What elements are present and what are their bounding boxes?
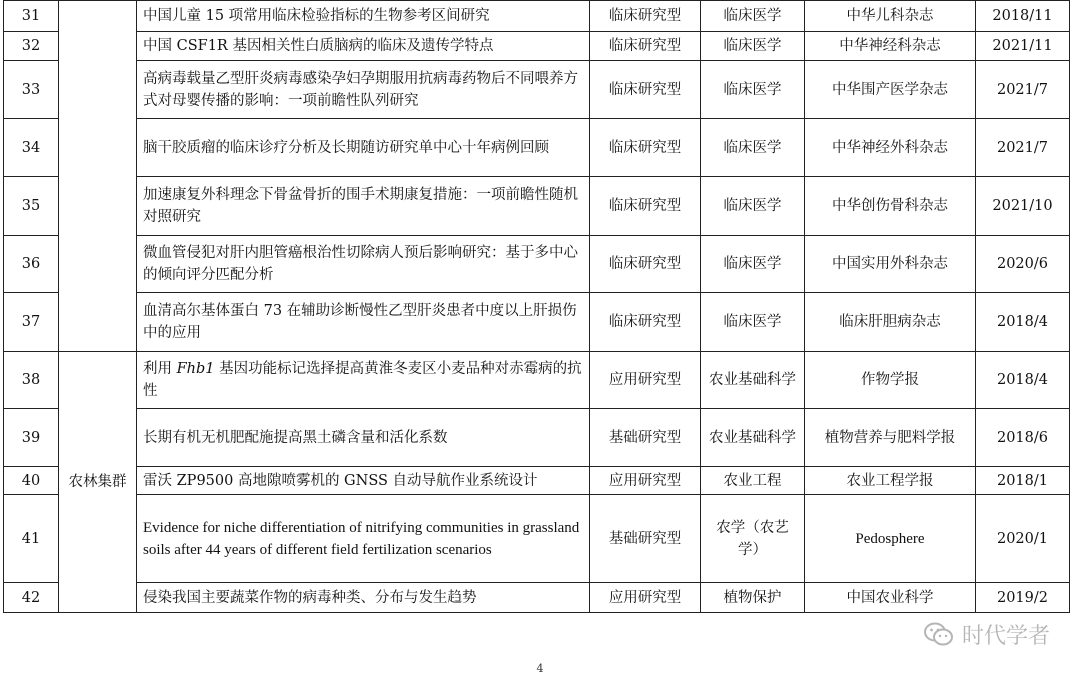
research-type: 临床研究型 bbox=[590, 293, 701, 352]
paper-title: 脑干胶质瘤的临床诊疗分析及长期随访研究单中心十年病例回顾 bbox=[137, 119, 590, 177]
journal: 中国农业科学 bbox=[805, 583, 976, 613]
journal: 中华神经外科杂志 bbox=[805, 119, 976, 177]
journal: 中华创伤骨科杂志 bbox=[805, 177, 976, 236]
row-number: 39 bbox=[4, 409, 59, 467]
publish-date: 2019/2 bbox=[976, 583, 1070, 613]
discipline: 农业基础科学 bbox=[701, 352, 805, 409]
watermark bbox=[924, 619, 1050, 650]
cluster-cell-medical bbox=[59, 1, 137, 352]
table-row bbox=[4, 61, 1070, 119]
wechat-icon bbox=[924, 622, 954, 648]
papers-table bbox=[3, 0, 1070, 613]
research-type: 应用研究型 bbox=[590, 467, 701, 495]
discipline: 临床医学 bbox=[701, 61, 805, 119]
table-row bbox=[4, 293, 1070, 352]
publish-date: 2021/10 bbox=[976, 177, 1070, 236]
journal: 植物营养与肥料学报 bbox=[805, 409, 976, 467]
journal: 中华儿科杂志 bbox=[805, 1, 976, 32]
journal: 作物学报 bbox=[805, 352, 976, 409]
publish-date: 2018/1 bbox=[976, 467, 1070, 495]
paper-title: 高病毒载量乙型肝炎病毒感染孕妇孕期服用抗病毒药物后不同喂养方式对母婴传播的影响：一项前瞻性队列研究 bbox=[137, 61, 590, 119]
row-number: 38 bbox=[4, 352, 59, 409]
table-row bbox=[4, 119, 1070, 177]
publish-date: 2021/7 bbox=[976, 61, 1070, 119]
publish-date: 2018/11 bbox=[976, 1, 1070, 32]
row-number: 33 bbox=[4, 61, 59, 119]
row-number: 37 bbox=[4, 293, 59, 352]
table-row bbox=[4, 177, 1070, 236]
row-number: 36 bbox=[4, 236, 59, 293]
discipline: 农业工程 bbox=[701, 467, 805, 495]
publish-date: 2021/7 bbox=[976, 119, 1070, 177]
journal: Pedosphere bbox=[805, 495, 976, 583]
publish-date: 2021/11 bbox=[976, 32, 1070, 61]
row-number: 40 bbox=[4, 467, 59, 495]
paper-title: 中国 CSF1R 基因相关性白质脑病的临床及遗传学特点 bbox=[137, 32, 590, 61]
table-row bbox=[4, 32, 1070, 61]
table-row bbox=[4, 495, 1070, 583]
publish-date: 2018/4 bbox=[976, 293, 1070, 352]
row-number: 42 bbox=[4, 583, 59, 613]
paper-title: 侵染我国主要蔬菜作物的病毒种类、分布与发生趋势 bbox=[137, 583, 590, 613]
discipline: 临床医学 bbox=[701, 236, 805, 293]
publish-date: 2020/1 bbox=[976, 495, 1070, 583]
table-row bbox=[4, 583, 1070, 613]
journal: 中国实用外科杂志 bbox=[805, 236, 976, 293]
research-type: 基础研究型 bbox=[590, 409, 701, 467]
discipline: 临床医学 bbox=[701, 119, 805, 177]
research-type: 临床研究型 bbox=[590, 1, 701, 32]
gene-name: Fhb1 bbox=[176, 361, 215, 377]
table-row bbox=[4, 409, 1070, 467]
paper-title: 长期有机无机肥配施提高黑土磷含量和活化系数 bbox=[137, 409, 590, 467]
paper-title: 利用 Fhb1 基因功能标记选择提高黄淮冬麦区小麦品种对赤霉病的抗性 bbox=[137, 352, 590, 409]
table-row bbox=[4, 1, 1070, 32]
row-number: 35 bbox=[4, 177, 59, 236]
research-type: 基础研究型 bbox=[590, 495, 701, 583]
table-row bbox=[4, 352, 1070, 409]
publish-date: 2018/6 bbox=[976, 409, 1070, 467]
publish-date: 2018/4 bbox=[976, 352, 1070, 409]
discipline: 临床医学 bbox=[701, 293, 805, 352]
research-type: 临床研究型 bbox=[590, 119, 701, 177]
journal: 临床肝胆病杂志 bbox=[805, 293, 976, 352]
table-row bbox=[4, 236, 1070, 293]
row-number: 41 bbox=[4, 495, 59, 583]
research-type: 应用研究型 bbox=[590, 583, 701, 613]
discipline: 临床医学 bbox=[701, 32, 805, 61]
row-number: 34 bbox=[4, 119, 59, 177]
discipline: 临床医学 bbox=[701, 177, 805, 236]
research-type: 临床研究型 bbox=[590, 177, 701, 236]
journal: 农业工程学报 bbox=[805, 467, 976, 495]
paper-title: 雷沃 ZP9500 高地隙喷雾机的 GNSS 自动导航作业系统设计 bbox=[137, 467, 590, 495]
journal: 中华神经科杂志 bbox=[805, 32, 976, 61]
paper-title: Evidence for niche differentiation of nitrifying communities in grassland soils after 44 years of different field fertilization scenarios bbox=[137, 495, 590, 583]
research-type: 临床研究型 bbox=[590, 32, 701, 61]
research-type: 临床研究型 bbox=[590, 236, 701, 293]
page-number: 4 bbox=[536, 662, 544, 675]
journal: 中华围产医学杂志 bbox=[805, 61, 976, 119]
paper-title: 加速康复外科理念下骨盆骨折的围手术期康复措施：一项前瞻性随机对照研究 bbox=[137, 177, 590, 236]
discipline: 临床医学 bbox=[701, 1, 805, 32]
paper-title: 血清高尔基体蛋白 73 在辅助诊断慢性乙型肝炎患者中度以上肝损伤中的应用 bbox=[137, 293, 590, 352]
discipline: 农业基础科学 bbox=[701, 409, 805, 467]
row-number: 31 bbox=[4, 1, 59, 32]
discipline: 植物保护 bbox=[701, 583, 805, 613]
paper-title: 中国儿童 15 项常用临床检验指标的生物参考区间研究 bbox=[137, 1, 590, 32]
cluster-cell-agri: 农林集群 bbox=[59, 352, 137, 613]
paper-title: 微血管侵犯对肝内胆管癌根治性切除病人预后影响研究：基于多中心的倾向评分匹配分析 bbox=[137, 236, 590, 293]
research-type: 应用研究型 bbox=[590, 352, 701, 409]
row-number: 32 bbox=[4, 32, 59, 61]
research-type: 临床研究型 bbox=[590, 61, 701, 119]
watermark-text: 时代学者 bbox=[961, 624, 1050, 649]
table-row bbox=[4, 467, 1070, 495]
publish-date: 2020/6 bbox=[976, 236, 1070, 293]
discipline: 农学（农艺学） bbox=[701, 495, 805, 583]
